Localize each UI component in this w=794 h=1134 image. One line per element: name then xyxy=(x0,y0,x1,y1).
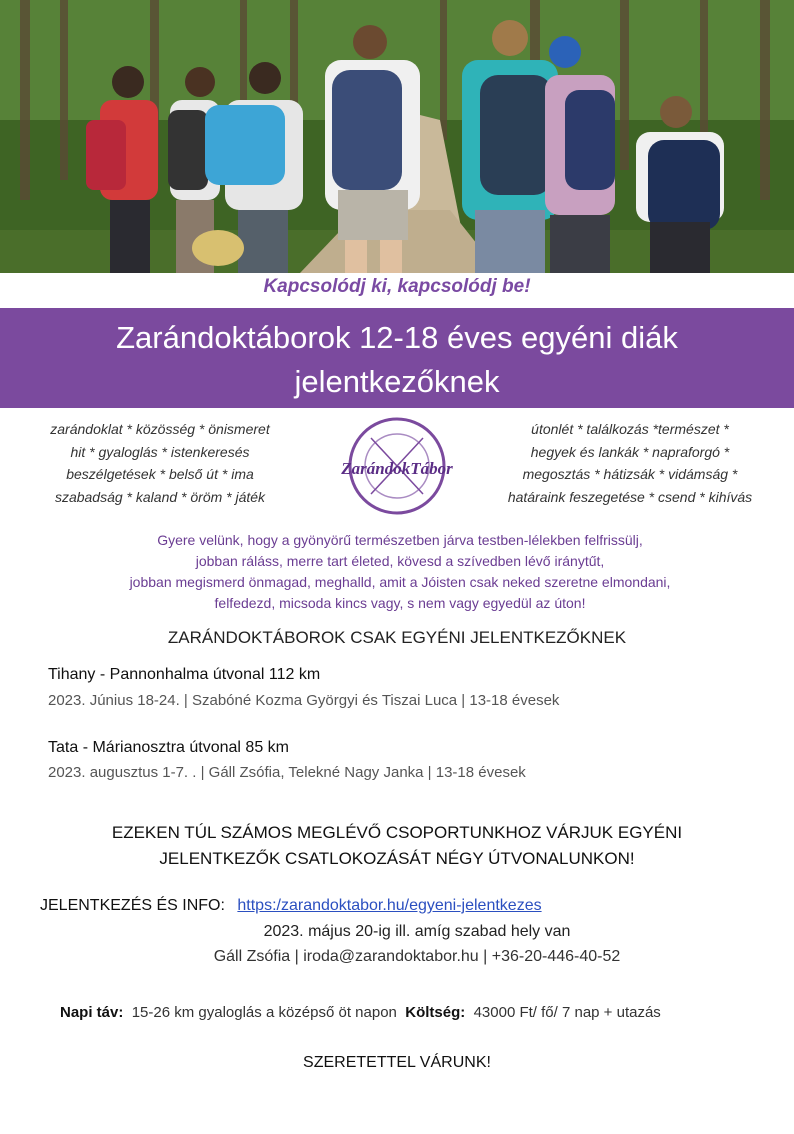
route-name: Tata - Márianosztra útvonal 85 km xyxy=(48,739,289,756)
intro-line: jobban ráláss, merre tart életed, kövesd a szívedben lévő iránytűt, xyxy=(195,553,605,569)
farewell: SZERETETTEL VÁRUNK! xyxy=(303,1054,491,1071)
zarandoktabor-logo xyxy=(333,414,461,518)
route-detail: 2023. Június 18-24. | Szabóné Kozma Györgyi és Tiszai Luca | 13-18 évesek xyxy=(48,692,560,709)
groups-line: JELENTKEZŐK CSATLOKOZÁSÁT NÉGY ÚTVONALUNKON! xyxy=(159,849,635,868)
title-banner xyxy=(0,308,794,408)
registration-line xyxy=(40,897,542,915)
route-name: Tihany - Pannonhalma útvonal 112 km xyxy=(48,666,321,683)
cost-label: Költség: xyxy=(405,1004,466,1021)
intro-line: Gyere velünk, hogy a gyönyörű természetben járva testben-lélekben felfrissülj, xyxy=(157,532,643,548)
compass-icon xyxy=(333,414,461,518)
keywords-left xyxy=(20,418,300,508)
keyword-line: határaink feszegetése * csend * kihívás xyxy=(507,488,753,505)
groups-line: EZEKEN TÚL SZÁMOS MEGLÉVŐ CSOPORTUNKHOZ VÁRJUK EGYÉNI xyxy=(111,823,683,842)
groups-notice xyxy=(0,820,794,872)
keyword-line: megosztás * hátizsák * vidámság * xyxy=(522,466,738,482)
banner-title-line-1: Zarándoktáborok 12-18 éves egyéni diák xyxy=(116,320,678,355)
keywords-right xyxy=(490,418,770,508)
intro-line: jobban megismerd önmagad, meghalld, amit a Jóisten csak neked szeretne elmondani, xyxy=(129,574,671,590)
cost-value: 43000 Ft/ fő/ 7 nap + utazás xyxy=(473,1004,661,1021)
daily-label: Napi táv: xyxy=(60,1004,124,1021)
daily-distance-cost xyxy=(60,1004,661,1021)
keyword-line: szabadság * kaland * öröm * játék xyxy=(54,488,266,505)
contact-info: Gáll Zsófia | iroda@zarandoktabor.hu | +36-20-446-40-52 xyxy=(213,948,621,965)
keyword-line: zarándoklat * közösség * önismeret xyxy=(50,421,270,437)
registration-link[interactable]: https:/zarandoktabor.hu/egyeni-jelentkezes xyxy=(237,897,542,914)
registration-label: JELENTKEZÉS ÉS INFO: xyxy=(40,897,225,914)
intro-line: felfedezd, micsoda kincs vagy, s nem vagy egyedül az úton! xyxy=(214,595,586,611)
section-title: ZARÁNDOKTÁBOROK CSAK EGYÉNI JELENTKEZŐKNEK xyxy=(167,628,627,647)
tagline: Kapcsolódj ki, kapcsolódj be! xyxy=(263,276,531,297)
logo-text: ZarándokTábor xyxy=(341,459,453,478)
header-photo xyxy=(0,0,794,273)
banner-title-line-2: jelentkezőknek xyxy=(294,364,500,399)
daily-value: 15-26 km gyaloglás a középső öt napon xyxy=(131,1004,397,1021)
keyword-line: beszélgetések * belső út * ima xyxy=(66,466,254,482)
route-detail: 2023. augusztus 1-7. . | Gáll Zsófia, Telekné Nagy Janka | 13-18 évesek xyxy=(48,764,526,781)
registration-deadline: 2023. május 20-ig ill. amíg szabad hely van xyxy=(263,923,571,940)
keyword-line: hit * gyaloglás * istenkeresés xyxy=(70,443,250,460)
hikers-photo xyxy=(0,0,794,273)
keyword-line: útonlét * találkozás *természet * xyxy=(531,421,729,437)
keyword-line: hegyek és lankák * napraforgó * xyxy=(530,443,730,460)
intro-paragraph xyxy=(60,530,740,614)
